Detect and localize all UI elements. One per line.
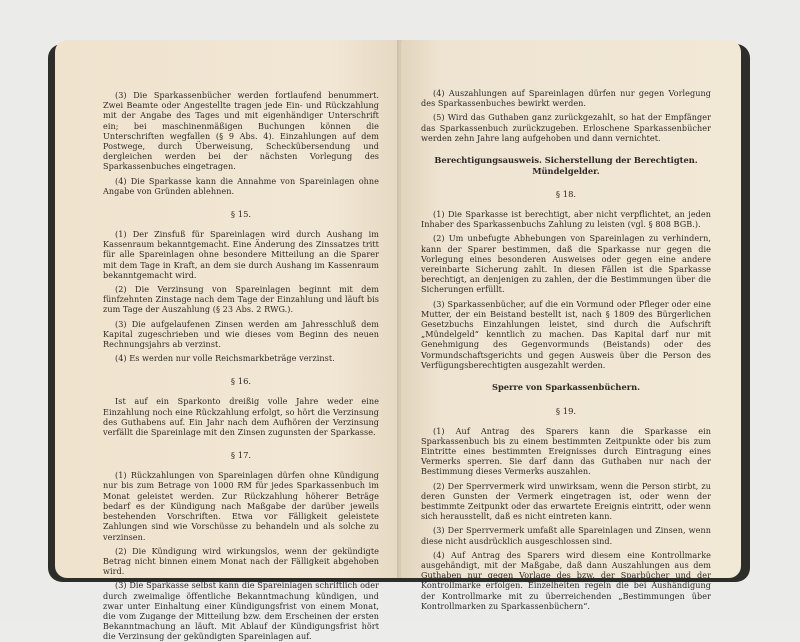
paragraph: (2) Die Verzinsung von Spareinlagen beginnt mit dem fünfzehnten Zinstage nach dem Tage der Einzahlung und läuft bis zum Tage der Auszahlung (§ 23 Abs. 2 RWG.).	[103, 284, 379, 315]
paragraph: (1) Die Sparkasse ist berechtigt, aber nicht verpflichtet, an jeden Inhaber des Sparkassenbuchs Zahlung zu leisten (vgl. § 808 BGB.).	[421, 209, 711, 230]
paragraph: Ist auf ein Sparkonto dreißig volle Jahre weder eine Einzahlung noch eine Rückzahlung erfolgt, so hört die Verzinsung des Guthabens auf. Ein Jahr nach dem Aufhören der Verzinsung verfällt die Spareinlage mit den Zinsen zugunsten der Sparkasse.	[103, 396, 379, 438]
paragraph: (1) Der Zinsfuß für Spareinlagen wird durch Aushang im Kassenraum bekanntgemacht. Eine Änderung des Zinssatzes tritt für alle Spareinlagen ohne besondere Mitteilung an die Sparer mit dem Tage in Kraft, an dem sie durch Aushang im Kassenraum bekanntgemacht wird.	[103, 229, 379, 280]
section-number: § 18.	[555, 189, 577, 200]
section-heading: Berechtigungsausweis. Sicherstellung der Berechtigten. Mündelgelder.	[434, 155, 698, 176]
paragraph: (5) Wird das Guthaben ganz zurückgezahlt, so hat der Empfänger das Sparkassenbuch zurückzugeben. Erloschene Sparkassenbücher werden zehn Jahre lang aufgehoben und dann vernichtet.	[421, 112, 711, 143]
paragraph: (3) Die Sparkassenbücher werden fortlaufend benummert. Zwei Beamte oder Angestellte tragen jede Ein- und Rückzahlung mit der Angabe des Tages und mit eigenhändiger Unterschrift ein; bei maschinenmäßigen Buchungen können die Unterschriften wegfallen (§ 9 Abs. 4). Einzahlungen auf dem Postwege, durch Überweisung, Scheckübersendung und dergleichen werden bei der nächsten Vorlegung des Sparkassenbuches eingetragen.	[103, 90, 379, 172]
paragraph: (4) Die Sparkasse kann die Annahme von Spareinlagen ohne Angabe von Gründen ablehnen.	[103, 175, 379, 196]
section-number: § 15.	[230, 209, 252, 220]
paragraph: (2) Die Kündigung wird wirkungslos, wenn der gekündigte Betrag nicht binnen einem Monat nach der Fälligkeit abgehoben wird.	[103, 545, 379, 577]
right-page	[401, 40, 741, 611]
paragraph: (2) Um unbefugte Abhebungen von Spareinlagen zu verhindern, kann der Sparer bestimmen, daß die Sparkasse nur gegen die Vorlegung eines besonderen Ausweises oder gegen eine andere vereinbarte Sicherung zahlt. In diesen Fällen ist die Sparkasse berechtigt, an denjenigen zu zahlen, der die Bestimmungen über die Sicherungen erfüllt.	[421, 233, 711, 295]
section-number: § 17.	[230, 450, 252, 461]
paragraph: (1) Rückzahlungen von Spareinlagen dürfen ohne Kündigung nur bis zum Betrage von 1000 RM für jedes Sparkassenbuch im Monat geleistet werden. Zur Rückzahlung höherer Beträge bedarf es der Kündigung nach Maßgabe der darüber jeweils bestehenden Vorschriften. Etwa vor Fälligkeit geleistete Zahlungen sind wie Vorschüsse zu behandeln und als solche zu verzinsen.	[103, 470, 379, 542]
section-heading: Sperre von Sparkassenbüchern.	[491, 382, 641, 393]
paragraph: (3) Die Sparkasse selbst kann die Spareinlagen schriftlich oder durch zweimalige öffentliche Bekanntmachung kündigen, und zwar unter Einhaltung einer Kündigungsfrist von einem Monat, die vom Zugange der Mitteilung bzw. dem Erscheinen der ersten Bekanntmachung an läuft. Mit Ablauf der Kündigungsfrist hört die Verzinsung der gekündigten Spareinlagen auf.	[103, 580, 379, 642]
section-number: § 19.	[555, 405, 577, 416]
paragraph: (3) Sparkassenbücher, auf die ein Vormund oder Pfleger oder eine Mutter, der ein Beistand bestellt ist, nach § 1809 des Bürgerlichen Gesetzbuchs Einzahlungen leistet, sind durch die Aufschrift „Mündelgeld“ kenntlich zu machen. Das Kapital darf nur mit Genehmigung des Gegenvormunds (Beistands) oder des Vormundschaftsgerichts und gegen Ausweis über die Person des Verfügungsberechtigten ausgezahlt werden.	[421, 298, 711, 370]
paragraph: (1) Auf Antrag des Sparers kann die Sparkasse ein Sparkassenbuch bis zu einem bestimmten Zeitpunkte oder bis zum Eintritte eines bestimmten Ereignisses durch Eintragung eines Vermerks sperren. Sie darf dann das Guthaben nur nach der Bestimmung dieses Vermerks auszahlen.	[421, 425, 711, 477]
paragraph: (3) Die aufgelaufenen Zinsen werden am Jahresschluß dem Kapital zugeschrieben und wie dieses vom Beginn des neuen Rechnungsjahrs ab verzinst.	[103, 318, 379, 350]
paragraph: (4) Es werden nur volle Reichsmarkbeträge verzinst.	[115, 353, 335, 364]
paragraph: (3) Der Sperrvermerk umfaßt alle Spareinlagen und Zinsen, wenn diese nicht ausdrücklich ausgeschlossen sind.	[421, 525, 711, 546]
left-page	[55, 40, 399, 642]
paragraph: (2) Der Sperrvermerk wird unwirksam, wenn die Person stirbt, zu deren Gunsten der Vermerk eingetragen ist, oder wenn der bestimmte Zeitpunkt oder das erwartete Ereignis eintritt, oder wenn sich herausstellt, daß es nicht eintreten kann.	[421, 480, 711, 522]
paragraph: (4) Auszahlungen auf Spareinlagen dürfen nur gegen Vorlegung des Sparkassenbuches bewirkt werden.	[421, 88, 711, 109]
paragraph: (4) Auf Antrag des Sparers wird diesem eine Kontrollmarke ausgehändigt, mit der Maßgabe, daß dann Auszahlungen aus dem Guthaben nur gegen Vorlage des bzw. der Sparbücher und der Kontrollmarke erfolgen. Einzelheiten regeln die bei Aushändigung der Kontrollmarke mit zu überreichenden „Bestimmungen über Kontrollmarken zu Sparkassenbüchern“.	[421, 549, 711, 611]
section-number: § 16.	[230, 376, 252, 387]
